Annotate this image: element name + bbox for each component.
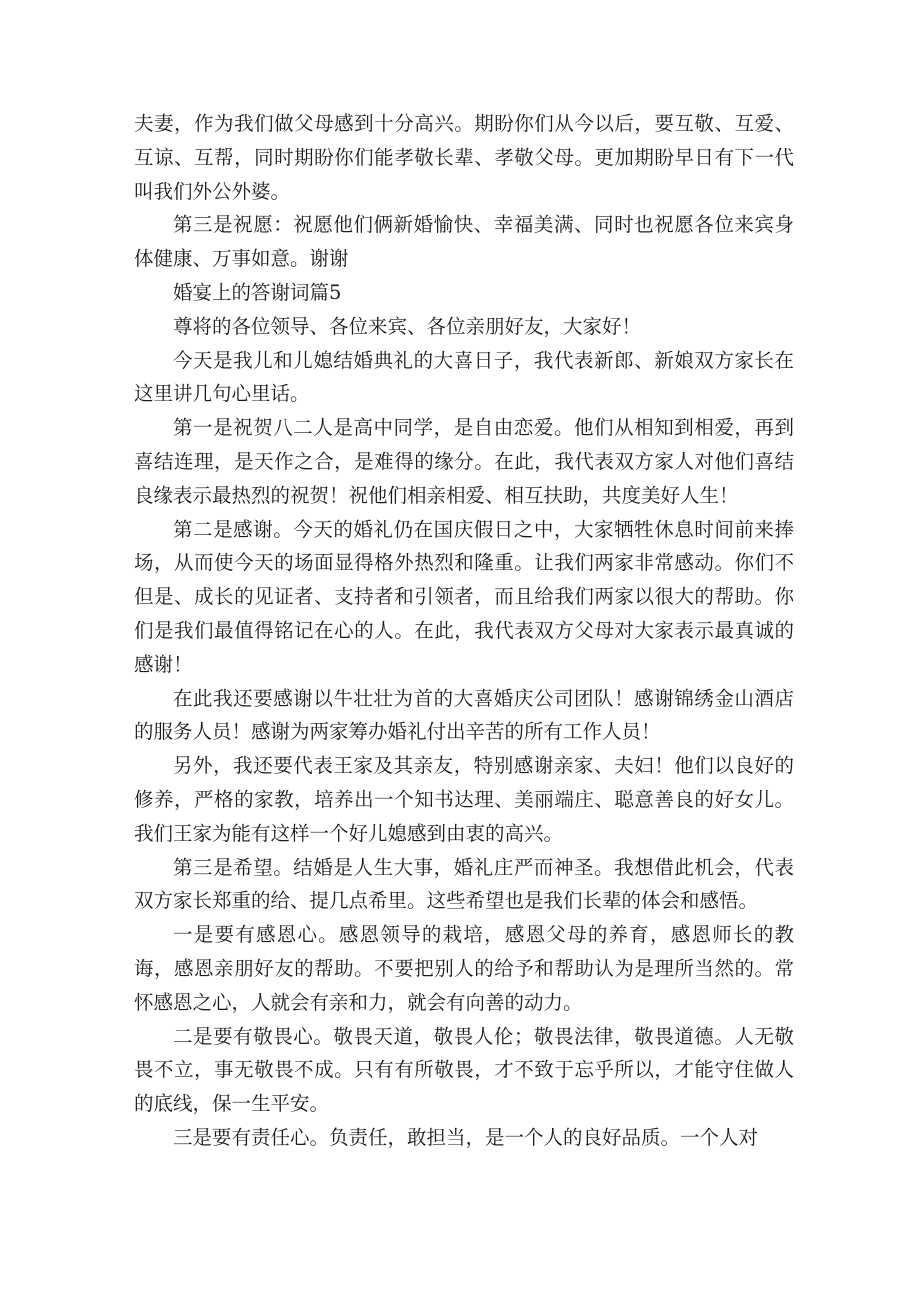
paragraph-1: 夫妻，作为我们做父母感到十分高兴。期盼你们从今以后，要互敬、互爱、互谅、互帮，同时期盼你们能孝敬长辈、孝敬父母。更加期盼早日有下一代叫我们外公外婆。 bbox=[134, 112, 794, 203]
document-body bbox=[134, 107, 794, 1155]
paragraph-7: 第二是感谢。今天的婚礼仍在国庆假日之中，大家牺牲休息时间前来捧场，从而使今天的场面显得格外热烈和隆重。让我们两家非常感动。你们不但是、成长的见证者、支持者和引领者，而且给我们两家以很大的帮助。你们是我们最值得铭记在心的人。在此，我代表双方父母对大家表示最真诚的感谢！ bbox=[134, 517, 794, 676]
paragraph-10: 第三是希望。结婚是人生大事，婚礼庄严而神圣。我想借此机会，代表双方家长郑重的给、提几点希里。这些希望也是我们长辈的体会和感悟。 bbox=[134, 855, 794, 913]
paragraph-8: 在此我还要感谢以牛壮壮为首的大喜婚庆公司团队！感谢锦绣金山酒店的服务人员！感谢为两家筹办婚礼付出辛苦的所有工作人员！ bbox=[134, 686, 794, 744]
paragraph-13: 三是要有责任心。负责任，敢担当，是一个人的良好品质。一个人对 bbox=[173, 1125, 759, 1149]
paragraph-2: 第三是祝愿：祝愿他们俩新婚愉快、幸福美满、同时也祝愿各位来宾身体健康、万事如意。谢谢 bbox=[134, 213, 794, 271]
paragraph-11: 一是要有感恩心。感恩领导的栽培，感恩父母的养育，感恩师长的教诲，感恩亲朋好友的帮助。不要把别人的给予和帮助认为是理所当然的。常怀感恩之心，人就会有亲和力，就会有向善的动力。 bbox=[134, 923, 794, 1014]
paragraph-9: 另外，我还要代表王家及其亲友，特别感谢亲家、夫妇！他们以良好的修养，严格的家教，培养出一个知书达理、美丽端庄、聪意善良的好女儿。我们王家为能有这样一个好儿媳感到由衷的高兴。 bbox=[134, 754, 794, 845]
paragraph-6: 第一是祝贺八二人是高中同学，是自由恋爱。他们从相知到相爱，再到喜结连理，是天作之合，是难得的缘分。在此，我代表双方家人对他们喜结良缘表示最热烈的祝贺！祝他们相亲相爱、相互扶助，共度美好人生！ bbox=[134, 416, 794, 507]
paragraph-greeting: 尊将的各位领导、各位来宾、各位亲朋好友，大家好！ bbox=[173, 314, 642, 338]
section-heading: 婚宴上的答谢词篇5 bbox=[173, 280, 342, 304]
paragraph-5: 今天是我儿和儿媳结婚典礼的大喜日子，我代表新郎、新娘双方家长在这里讲几句心里话。 bbox=[134, 348, 794, 406]
paragraph-12: 二是要有敬畏心。敬畏天道，敬畏人伦；敬畏法律，敬畏道德。人无敬畏不立，事无敬畏不成。只有有所敬畏，才不致于忘乎所以，才能守住做人的底线，保一生平安。 bbox=[134, 1024, 794, 1116]
